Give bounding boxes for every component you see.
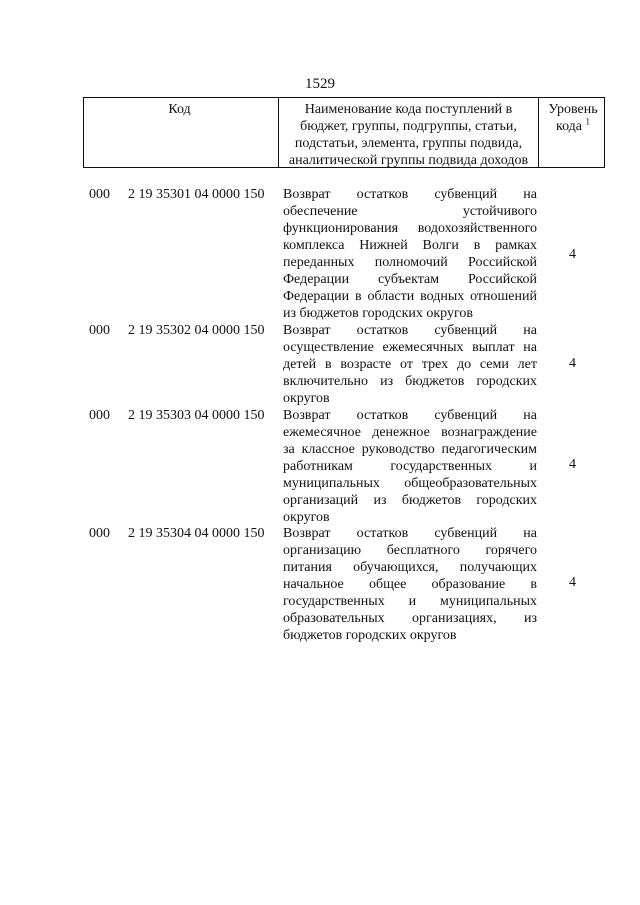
row-code: 2 19 35303 04 0000 150: [128, 408, 265, 423]
row-name-line: за классное руководство педагогическим: [283, 442, 537, 457]
row-name-line: округов: [283, 391, 330, 406]
row-code-prefix: 000: [89, 187, 110, 202]
row-level: 4: [569, 575, 576, 590]
row-name-line: включительно из бюджетов городских: [283, 374, 537, 389]
row-name-line: функционирования водохозяйственного: [283, 221, 537, 236]
row-name-line: Возврат остатков субвенций на: [283, 323, 537, 338]
row-code-prefix: 000: [89, 408, 110, 423]
row-name: [283, 322, 537, 407]
page-number: 1529: [305, 76, 335, 92]
header-name-line: Наименование кода поступлений в: [304, 102, 513, 117]
row-name-line: бюджетов городских округов: [283, 628, 457, 643]
row-name: [283, 407, 537, 526]
row-code-prefix: 000: [89, 526, 110, 541]
header-level-label: кода: [555, 119, 583, 134]
header-level: [541, 101, 605, 135]
row-name-line: из бюджетов городских округов: [283, 306, 474, 321]
row-name-line: обеспечение устойчивого: [283, 204, 537, 219]
row-name-line: Федерации субъектам Российской: [283, 272, 537, 287]
row-name-line: начальное общее образование в: [283, 577, 537, 592]
header-name-line: бюджет, группы, подгруппы, статьи,: [300, 119, 517, 134]
row-name-line: организаций из бюджетов городских: [283, 493, 537, 508]
column-divider-name: [538, 98, 539, 167]
header-name-line: подстатьи, элемента, группы подвида,: [294, 136, 523, 151]
row-name-line: государственных и муниципальных: [283, 594, 537, 609]
header-level-line2: [541, 118, 605, 135]
row-name-line: питания обучающихся, получающих: [283, 560, 537, 575]
row-name-line: организацию бесплатного горячего: [283, 543, 537, 558]
row-level: 4: [569, 247, 576, 262]
row-code-prefix: 000: [89, 323, 110, 338]
row-name: [283, 525, 537, 644]
row-name-line: детей в возрасте от трех до семи лет: [283, 357, 537, 372]
row-level: 4: [569, 457, 576, 472]
row-name-line: Возврат остатков субвенций на: [283, 526, 537, 541]
row-level: 4: [569, 356, 576, 371]
row-name-line: образовательных организациях, из: [283, 611, 537, 626]
row-name-line: муниципальных общеобразовательных: [283, 476, 537, 491]
column-divider-code: [278, 98, 279, 167]
row-code: 2 19 35302 04 0000 150: [128, 323, 265, 338]
row-code: 2 19 35304 04 0000 150: [128, 526, 265, 541]
row-code: 2 19 35301 04 0000 150: [128, 187, 265, 202]
header-name-line: аналитической группы подвида доходов: [288, 153, 529, 168]
row-name-line: ежемесячное денежное вознаграждение: [283, 425, 537, 440]
row-name-line: комплекса Нижней Волги в рамках: [283, 238, 537, 253]
row-name: [283, 186, 537, 322]
row-name-line: Федерации в области водных отношений: [283, 289, 537, 304]
header-code: Код: [168, 102, 191, 117]
table-header: [83, 97, 605, 168]
row-name-line: округов: [283, 510, 330, 525]
header-name: [281, 101, 536, 169]
row-name-line: работникам государственных и: [283, 459, 537, 474]
row-name-line: осуществление ежемесячных выплат на: [283, 340, 537, 355]
row-name-line: Возврат остатков субвенций на: [283, 187, 537, 202]
row-name-line: переданных полномочий Российской: [283, 255, 537, 270]
footnote-marker: 1: [585, 116, 591, 127]
header-level-line1: Уровень: [548, 102, 598, 117]
row-name-line: Возврат остатков субвенций на: [283, 408, 537, 423]
